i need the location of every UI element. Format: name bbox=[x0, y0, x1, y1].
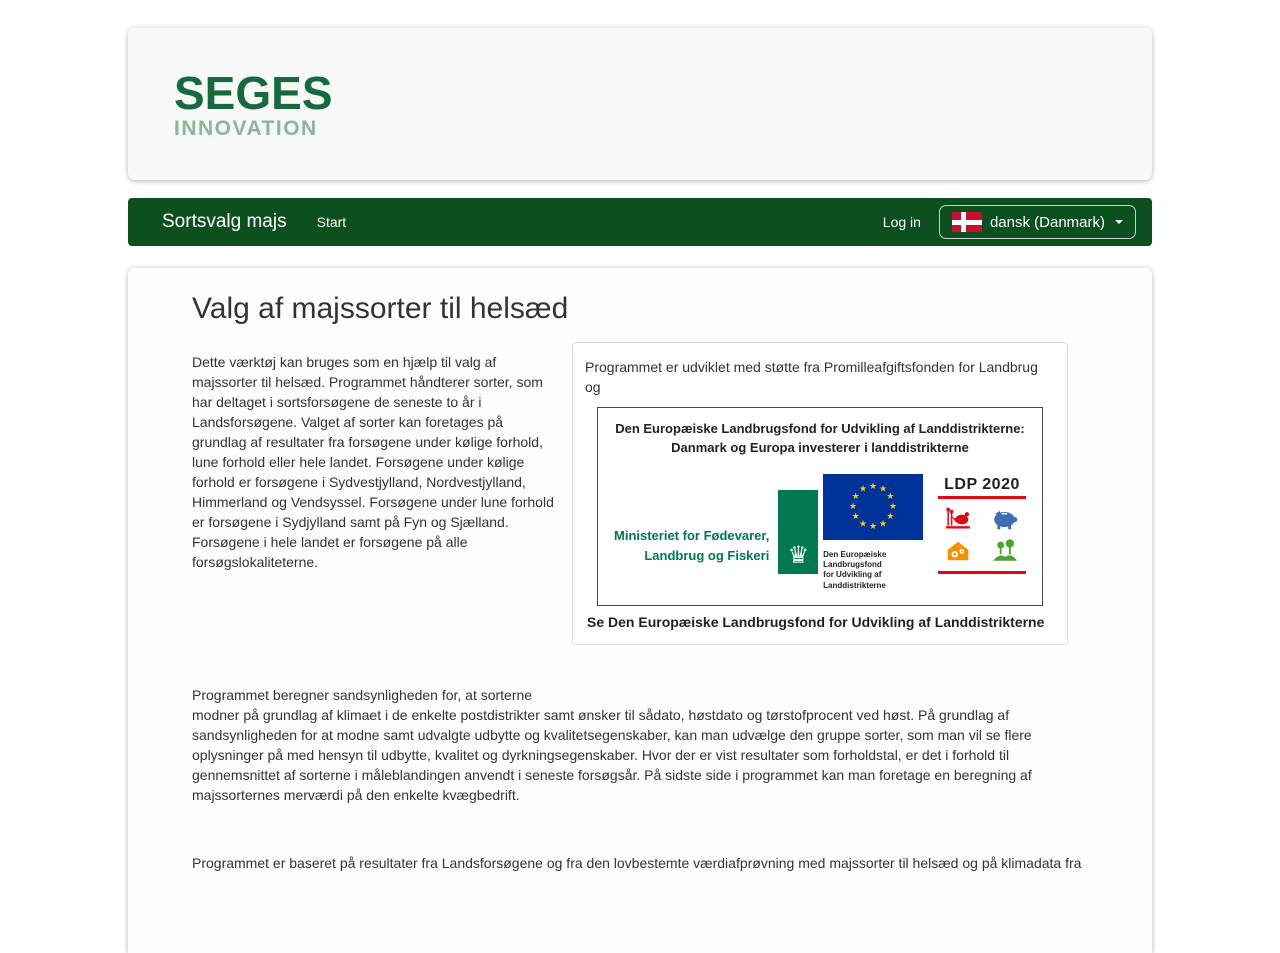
svg-text:★: ★ bbox=[859, 484, 868, 495]
ldp-2020-logo bbox=[938, 476, 1026, 574]
eu-logo-row bbox=[606, 474, 1034, 592]
crown-glyph: ♛ bbox=[787, 542, 810, 570]
paragraph-basis: Programmet er baseret på resultater fra Landsforsøgene og fra den lovbestemte værdiafprøvning med majssorter til helsæd og på klimadata fra bbox=[192, 855, 1082, 872]
eu-flag-icon bbox=[823, 474, 923, 540]
language-dropdown-button[interactable] bbox=[939, 205, 1136, 239]
piggy-bank-icon bbox=[992, 506, 1018, 532]
ldp-red-rule-top bbox=[938, 496, 1026, 499]
svg-text:★: ★ bbox=[869, 521, 878, 532]
paragraph-probability bbox=[192, 685, 1088, 805]
ldp-2020-label: LDP 2020 bbox=[944, 475, 1020, 493]
svg-text:★: ★ bbox=[879, 518, 888, 529]
eu-logo-headline bbox=[606, 420, 1034, 458]
intro-paragraph: Dette værktøj kan bruges som en hjælp til valg af majssorter til helsæd. Programmet håndterer sorter, som har deltaget i sortsforsøgene de seneste to år i Landsforsøgene. Valget af sorter kan foretages på grundlag af resultater fra forsøgene under kølige forhold, lune forhold eller hele landet. Forsøgene under kølige forhold er forsøgene i Sydvestjylland, Nordvestjylland, Himmerland og Vendsyssel. Forsøgene under lune forhold er forsøgene i Sydjylland samt på Fyn og Sjælland. Forsøgene i hele landet er forsøgene på alle forsøgslokaliteterne. bbox=[192, 354, 554, 570]
nav-item-start[interactable]: Start bbox=[316, 214, 347, 230]
eu-support-logo-image bbox=[597, 407, 1043, 606]
header-card bbox=[128, 28, 1152, 180]
language-label: dansk (Danmark) bbox=[989, 213, 1105, 231]
login-link[interactable]: Log in bbox=[882, 214, 921, 230]
support-text: Programmet er udviklet med støtte fra Promilleafgiftsfonden for Landbrug og bbox=[585, 359, 1038, 395]
eu-caption-line2: for Udvikling af Landdistrikterne bbox=[823, 570, 886, 590]
wheat-poultry-icon bbox=[945, 506, 971, 532]
ldp-icon-grid bbox=[938, 506, 1026, 564]
landscape-trees-icon bbox=[992, 538, 1018, 564]
svg-text:★: ★ bbox=[859, 518, 868, 529]
svg-text:★: ★ bbox=[889, 501, 898, 512]
eu-flag-caption bbox=[823, 550, 933, 592]
ministry-name-line1: Ministeriet for Fødevarer, bbox=[614, 528, 770, 544]
svg-text:★: ★ bbox=[851, 511, 860, 522]
navbar-brand[interactable]: Sortsvalg majs bbox=[162, 211, 287, 232]
caret-down-icon bbox=[1115, 220, 1123, 224]
main-content-card bbox=[128, 268, 1152, 953]
ministry-name bbox=[614, 526, 769, 574]
svg-text:★: ★ bbox=[879, 484, 888, 495]
svg-text:★: ★ bbox=[869, 481, 878, 492]
main-navbar bbox=[128, 198, 1152, 246]
page-title: Valg af majssorter til helsæd bbox=[192, 292, 569, 325]
paragraph-probability-rest: modner på grundlag af klimaet i de enkelte postdistrikter samt ønsker til sådato, høstdato og tørstofprocent ved høst. På grundlag af sandsynligheden for at modne samt udvalgte udbytte og kvalitetsegenskaber, kan man udvælge den gruppe sorter, som man vil se flere oplysninger på med hensyn til udbytte, kvalitet og dyrkningsegenskaber. Hvor der er vist resultater som forholdstal, er det i forhold til gennemsnittet af sorterne i måleblandingen anvendt i seneste forsøgsår. På sidste side i programmet kan man foretage en beregning af majssorternes merværdi på den enkelte kvægbedrift. bbox=[192, 707, 1032, 804]
ministry-logo bbox=[614, 490, 818, 574]
paragraph-probability-line1: Programmet beregner sandsynligheden for, at sorterne bbox=[192, 687, 533, 704]
logo-word-innovation: INNOVATION bbox=[174, 117, 318, 140]
eu-caption-line1: Den Europæiske Landbrugsfond bbox=[823, 549, 887, 570]
svg-text:★: ★ bbox=[849, 501, 858, 512]
svg-text:★: ★ bbox=[886, 491, 895, 502]
logo-word-seges: SEGES bbox=[174, 67, 333, 119]
navbar-right-group bbox=[883, 205, 1136, 239]
danish-flag-icon bbox=[952, 212, 982, 232]
ministry-name-line2: Landbrug og Fiskeri bbox=[644, 548, 770, 564]
eu-headline-line1: Den Europæiske Landbrugsfond for Udvikling af Landdistrikterne: bbox=[615, 421, 1025, 436]
eu-headline-line2: Danmark og Europa investerer i landdistrikterne bbox=[671, 439, 969, 455]
eu-flag-column bbox=[823, 474, 933, 592]
ldp-red-rule-bottom bbox=[938, 571, 1026, 574]
ministry-crown-icon bbox=[778, 490, 818, 574]
page-shell bbox=[128, 28, 1152, 953]
svg-text:★: ★ bbox=[886, 511, 895, 522]
intro-columns bbox=[192, 342, 1088, 645]
svg-text:★: ★ bbox=[851, 491, 860, 502]
eu-fund-link[interactable]: Se Den Europæiske Landbrugsfond for Udvikling af Landdistrikterne bbox=[587, 614, 1045, 631]
support-panel bbox=[572, 342, 1068, 645]
house-gears-icon bbox=[945, 538, 971, 564]
seges-innovation-logo bbox=[128, 28, 1152, 139]
